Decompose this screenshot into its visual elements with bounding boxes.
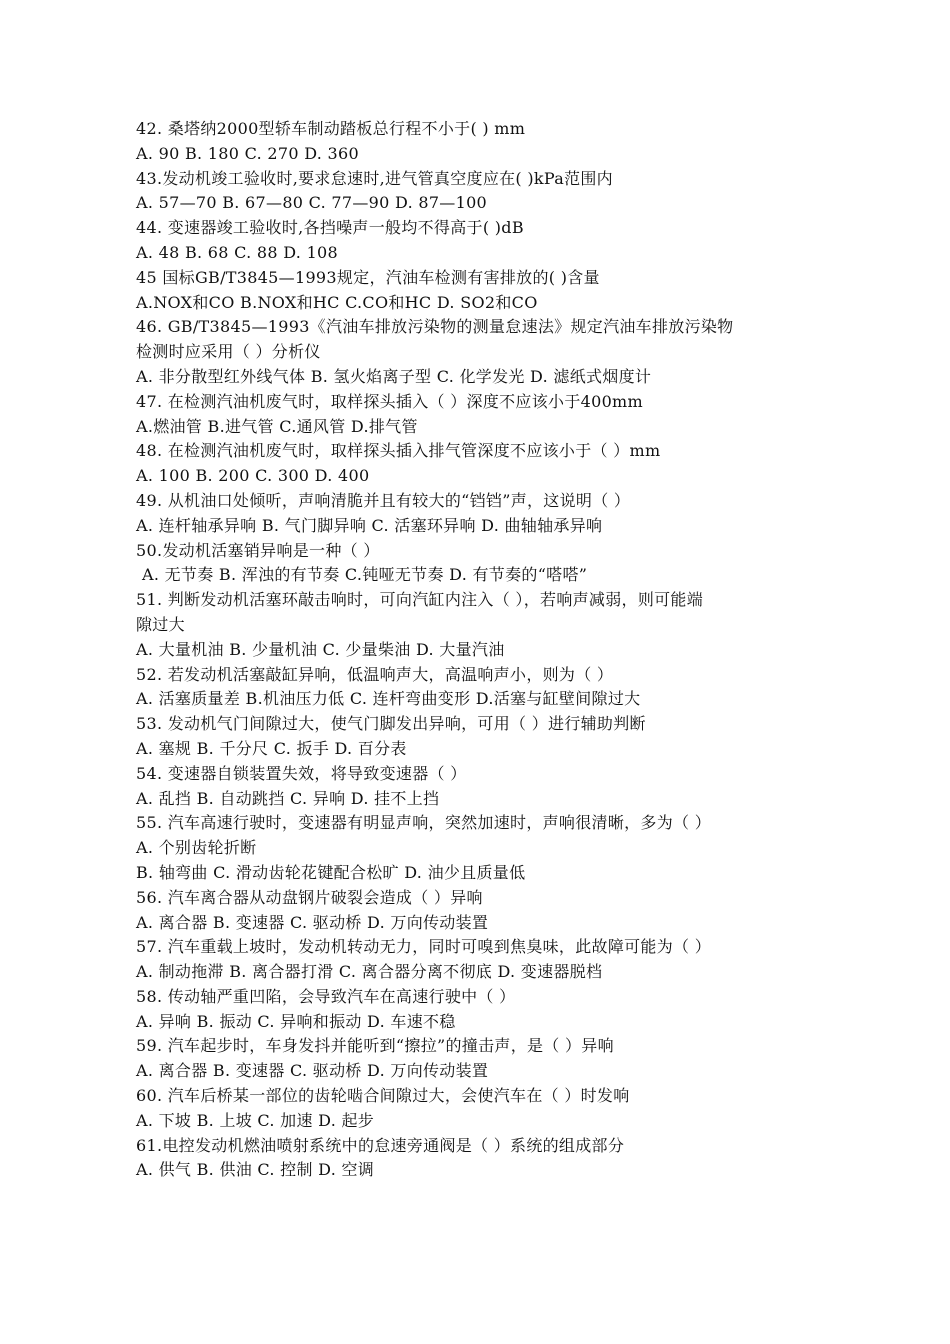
question-58: 58. 传动轴严重凹陷，会导致汽车在高速行驶中（ ） (136, 986, 516, 1006)
options-42: A. 90 B. 180 C. 270 D. 360 (136, 143, 359, 163)
question-46-continued: 检测时应采用（ ）分析仪 (136, 342, 321, 362)
question-51-continued: 隙过大 (136, 614, 185, 634)
question-54: 54. 变速器自锁装置失效，将导致变速器（ ） (136, 763, 467, 783)
question-47: 47. 在检测汽油机废气时，取样探头插入（ ）深度不应该小于400mm (136, 391, 644, 411)
question-45: 45 国标GB/T3845—1993规定，汽油车检测有害排放的( )含量 (136, 267, 600, 287)
options-60: A. 下坡 B. 上坡 C. 加速 D. 起步 (136, 1110, 375, 1130)
question-46: 46. GB/T3845—1993《汽油车排放污染物的测量怠速法》规定汽油车排放污染物 (136, 317, 734, 337)
options-57: A. 制动拖滞 B. 离合器打滑 C. 离合器分离不彻底 D. 变速器脱档 (136, 962, 603, 982)
options-49: A. 连杆轴承异响 B. 气门脚异响 C. 活塞环异响 D. 曲轴轴承异响 (136, 515, 603, 535)
options-51: A. 大量机油 B. 少量机油 C. 少量柴油 D. 大量汽油 (136, 639, 505, 659)
options-47: A.燃油管 B.进气管 C.通风管 D.排气管 (136, 416, 418, 436)
question-50: 50.发动机活塞销异响是一种（ ） (136, 540, 380, 560)
options-54: A. 乱挡 B. 自动跳挡 C. 异响 D. 挂不上挡 (136, 788, 440, 808)
options-55-a: A. 个别齿轮折断 (136, 838, 257, 858)
question-55: 55. 汽车高速行驶时，变速器有明显声响，突然加速时，声响很清晰，多为（ ） (136, 813, 712, 833)
question-52: 52. 若发动机活塞敲缸异响，低温响声大，高温响声小，则为（ ） (136, 664, 614, 684)
question-list (136, 117, 836, 1183)
question-48: 48. 在检测汽油机废气时，取样探头插入排气管深度不应该小于（ ）mm (136, 441, 661, 461)
question-56: 56. 汽车离合器从动盘钢片破裂会造成（ ）异响 (136, 887, 483, 907)
question-57: 57. 汽车重载上坡时，发动机转动无力，同时可嗅到焦臭味，此故障可能为（ ） (136, 937, 712, 957)
question-43: 43.发动机竣工验收时,要求怠速时,进气管真空度应在( )kPa范围内 (136, 168, 613, 188)
options-46: A. 非分散型红外线气体 B. 氢火焰离子型 C. 化学发光 D. 滤纸式烟度计 (136, 366, 652, 386)
options-50: A. 无节奏 B. 浑浊的有节奏 C.钝哑无节奏 D. 有节奏的“嗒嗒” (142, 565, 588, 585)
options-43: A. 57—70 B. 67—80 C. 77—90 D. 87—100 (136, 193, 488, 213)
options-56: A. 离合器 B. 变速器 C. 驱动桥 D. 万向传动装置 (136, 912, 489, 932)
question-44: 44. 变速器竣工验收时,各挡噪声一般均不得高于( )dB (136, 218, 524, 238)
options-44: A. 48 B. 68 C. 88 D. 108 (136, 242, 339, 262)
options-55-b: B. 轴弯曲 C. 滑动齿轮花键配合松旷 D. 油少且质量低 (136, 862, 526, 882)
options-45: A.NOX和CO B.NOX和HC C.CO和HC D. SO2和CO (136, 292, 538, 312)
question-61: 61.电控发动机燃油喷射系统中的怠速旁通阀是（ ）系统的组成部分 (136, 1135, 625, 1155)
question-53: 53. 发动机气门间隙过大，使气门脚发出异响，可用（ ）进行辅助判断 (136, 714, 646, 734)
question-59: 59. 汽车起步时，车身发抖并能听到“擦拉”的撞击声，是（ ）异响 (136, 1036, 614, 1056)
options-48: A. 100 B. 200 C. 300 D. 400 (136, 466, 370, 486)
options-58: A. 异响 B. 振动 C. 异响和振动 D. 车速不稳 (136, 1011, 456, 1031)
question-49: 49. 从机油口处倾听，声响清脆并且有较大的“铛铛”声，这说明（ ） (136, 490, 631, 510)
options-52: A. 活塞质量差 B.机油压力低 C. 连杆弯曲变形 D.活塞与缸壁间隙过大 (136, 689, 641, 709)
question-51: 51. 判断发动机活塞环敲击响时，可向汽缸内注入（ ），若响声减弱，则可能端 (136, 590, 704, 610)
question-60: 60. 汽车后桥某一部位的齿轮啮合间隙过大，会使汽车在（ ）时发响 (136, 1086, 630, 1106)
options-59: A. 离合器 B. 变速器 C. 驱动桥 D. 万向传动装置 (136, 1061, 489, 1081)
options-53: A. 塞规 B. 千分尺 C. 扳手 D. 百分表 (136, 738, 407, 758)
options-61: A. 供气 B. 供油 C. 控制 D. 空调 (136, 1160, 375, 1180)
question-42: 42. 桑塔纳2000型轿车制动踏板总行程不小于( ) mm (136, 119, 526, 138)
